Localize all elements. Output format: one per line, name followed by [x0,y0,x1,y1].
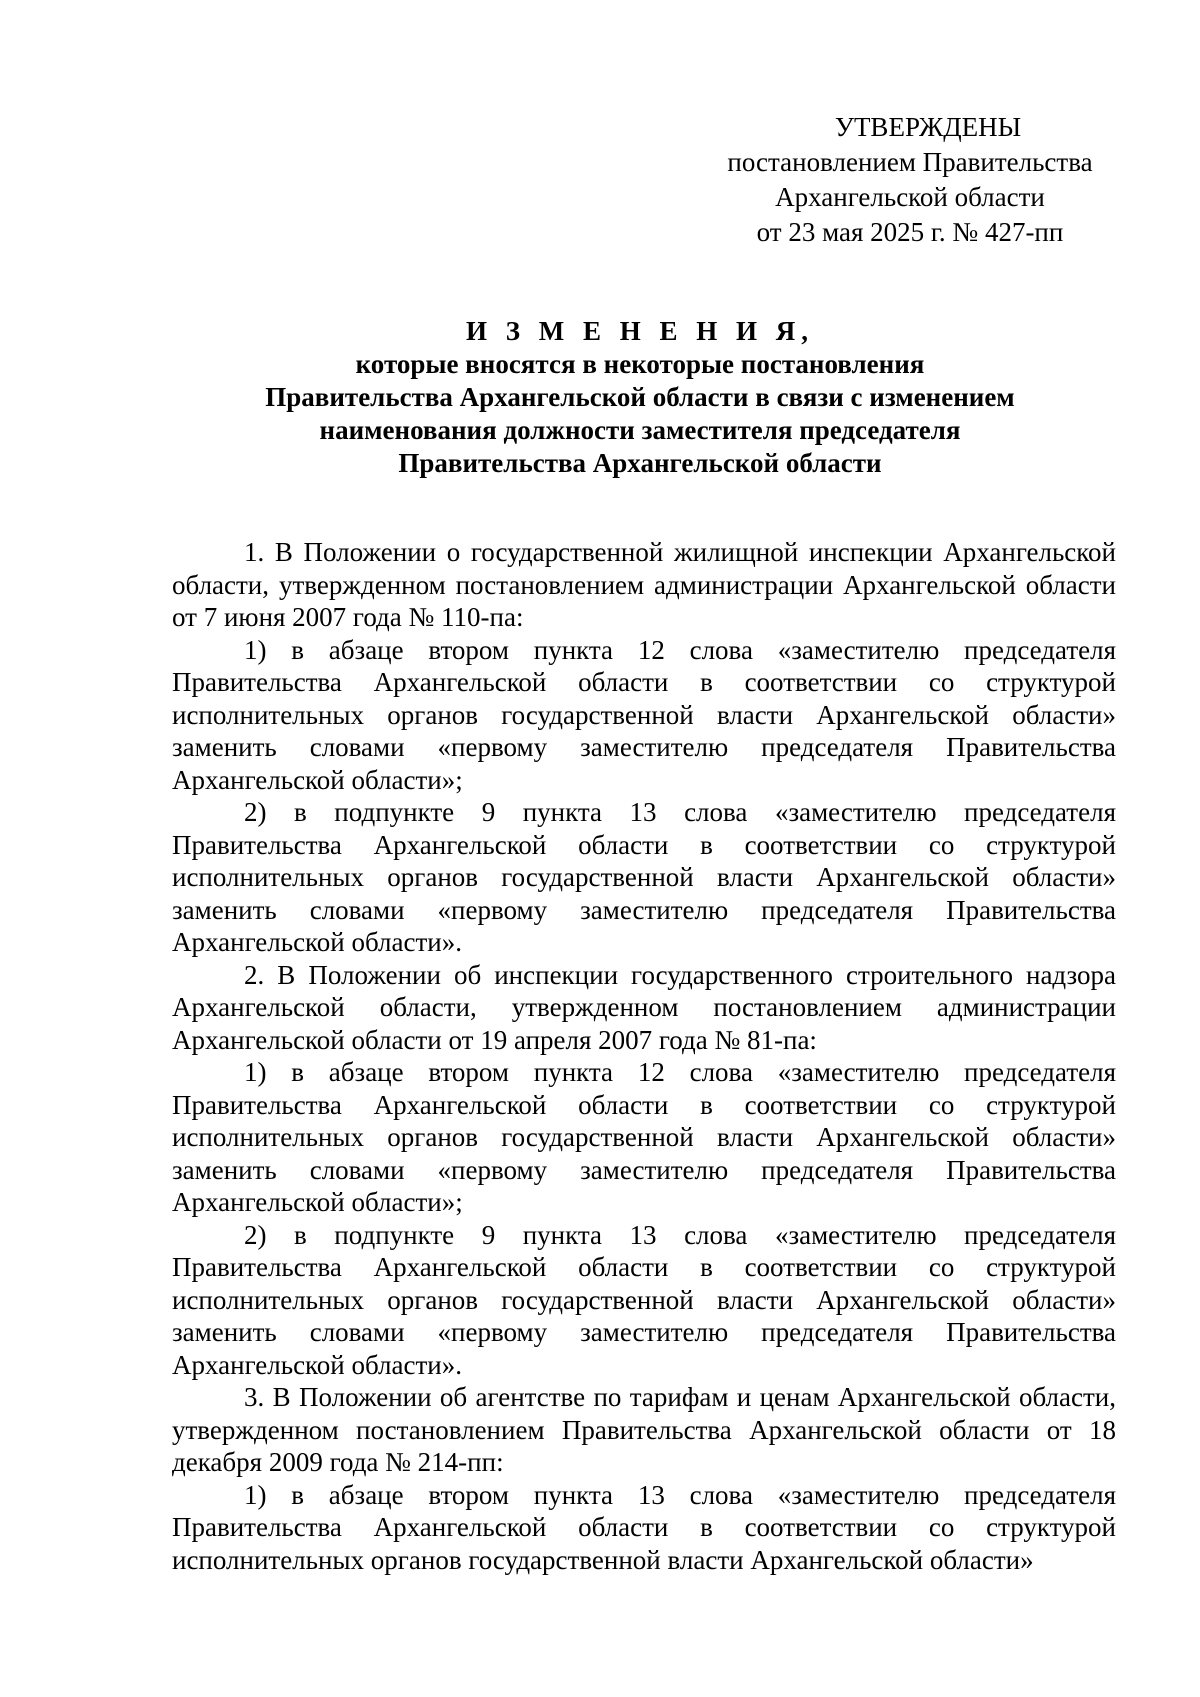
paragraph: 1) в абзаце втором пункта 12 слова «заместителю председателя Правительства Архангельской области в соответствии со структурой исполнительных органов государственной власти Архангельской области» заменить словами «первому заместителю председателя Правительства Архангельской области»; [172,634,1116,795]
approval-line: Архангельской области [775,182,1045,212]
title-line: Правительства Архангельской области в связи с изменением [265,382,1015,412]
title-line: наименования должности заместителя председателя [319,415,961,445]
title-heading: И З М Е Н Е Н И Я, [465,316,814,346]
paragraph: 2. В Положении об инспекции государственного строительного надзора Архангельской области, утвержденном постановлением администрации Архангельской области от 19 апреля 2007 года № 81-па: [172,959,1116,1055]
paragraph: 2) в подпункте 9 пункта 13 слова «заместителю председателя Правительства Архангельской области в соответствии со структурой исполнительных органов государственной власти Архангельской области» заменить словами «первому заместителю председателя Правительства Архангельской области». [172,797,1116,957]
document-title [160,315,1120,480]
title-line: Правительства Архангельской области [398,448,882,478]
approval-line: постановлением Правительства [727,147,1093,177]
paragraph: 3. В Положении об агентстве по тарифам и ценам Архангельской области, утвержденном постановлением Правительства Архангельской области от 18 декабря 2009 года № 214-пп: [172,1382,1116,1477]
approval-stamp [690,110,1130,250]
paragraph: 1) в абзаце втором пункта 12 слова «заместителю председателя Правительства Архангельской области в соответствии со структурой исполнительных органов государственной власти Архангельской области» заменить словами «первому заместителю председателя Правительства Архангельской области»; [172,1057,1116,1217]
paragraph: 2) в подпункте 9 пункта 13 слова «заместителю председателя Правительства Архангельской области в соответствии со структурой исполнительных органов государственной власти Архангельской области» заменить словами «первому заместителю председателя Правительства Архангельской области». [172,1219,1116,1380]
document-body [172,536,1116,1576]
paragraph: 1. В Положении о государственной жилищной инспекции Архангельской области, утвержденном постановлением администрации Архангельской области от 7 июня 2007 года № 110-па: [172,537,1116,632]
approval-heading: УТВЕРЖДЕНЫ [834,112,1022,142]
title-line: которые вносятся в некоторые постановления [355,349,925,379]
paragraph: 1) в абзаце втором пункта 13 слова «заместителю председателя Правительства Архангельской области в соответствии со структурой исполнительных органов государственной власти Архангельской области» [172,1479,1116,1575]
approval-date-number: от 23 мая 2025 г. № 427-пп [756,217,1064,247]
